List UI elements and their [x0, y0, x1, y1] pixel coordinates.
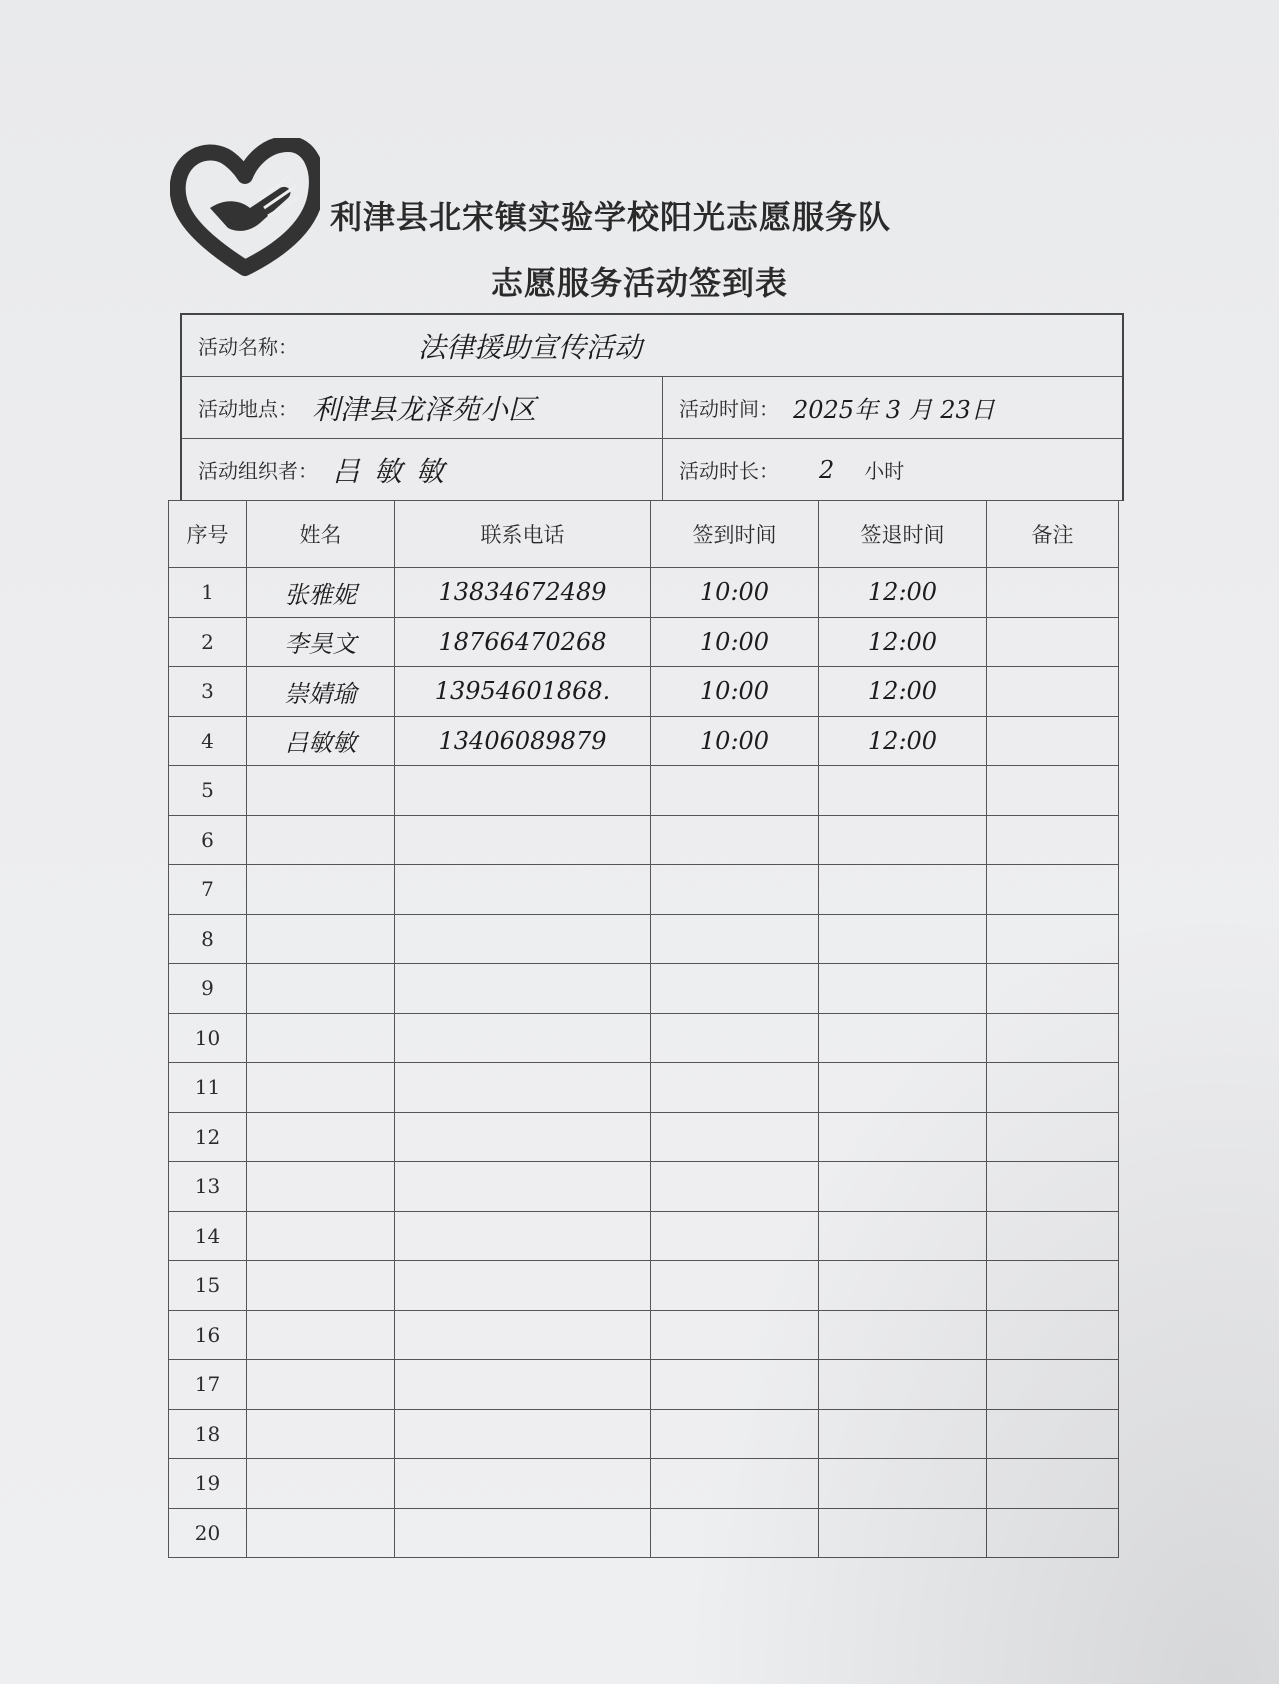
sign-out-time [819, 1261, 987, 1311]
org-title: 利津县北宋镇实验学校阳光志愿服务队 [330, 198, 892, 236]
sign-out-time [819, 914, 987, 964]
sign-in-time [651, 914, 819, 964]
sign-in-time: 10:00 [651, 716, 819, 766]
row-number: 6 [169, 815, 247, 865]
column-header: 序号 [169, 501, 247, 568]
phone-number [395, 964, 651, 1014]
phone-number: 13406089879 [395, 716, 651, 766]
table-row [169, 766, 1119, 816]
row-number: 3 [169, 667, 247, 717]
remark [987, 1508, 1119, 1558]
sign-out-time: 12:00 [819, 568, 987, 618]
phone-number: 13954601868. [395, 667, 651, 717]
volunteer-name [247, 1508, 395, 1558]
row-number: 18 [169, 1409, 247, 1459]
info-row-place [182, 377, 1122, 439]
sign-out-time [819, 1063, 987, 1113]
remark [987, 865, 1119, 915]
sign-out-time [819, 1409, 987, 1459]
activity-name-label: 活动名称： [198, 335, 298, 359]
remark [987, 667, 1119, 717]
phone-number [395, 1310, 651, 1360]
remark [987, 964, 1119, 1014]
row-number: 12 [169, 1112, 247, 1162]
row-number: 10 [169, 1013, 247, 1063]
remark [987, 1261, 1119, 1311]
activity-place-label: 活动地点： [198, 397, 298, 421]
phone-number [395, 865, 651, 915]
sign-in-table [168, 500, 1119, 1558]
sign-in-time [651, 1409, 819, 1459]
info-row-name [182, 315, 1122, 377]
phone-number [395, 766, 651, 816]
row-number: 2 [169, 617, 247, 667]
table-row [169, 865, 1119, 915]
sign-out-time [819, 1459, 987, 1509]
sign-in-time [651, 1310, 819, 1360]
phone-number [395, 1112, 651, 1162]
table-row [169, 1112, 1119, 1162]
phone-number [395, 1508, 651, 1558]
volunteer-name [247, 1063, 395, 1113]
row-number: 20 [169, 1508, 247, 1558]
sign-in-time [651, 1459, 819, 1509]
sign-out-time [819, 1162, 987, 1212]
column-header: 联系电话 [395, 501, 651, 568]
sign-in-time: 10:00 [651, 568, 819, 618]
column-header: 姓名 [247, 501, 395, 568]
row-number: 15 [169, 1261, 247, 1311]
row-number: 16 [169, 1310, 247, 1360]
remark [987, 1162, 1119, 1212]
row-number: 14 [169, 1211, 247, 1261]
table-row [169, 1162, 1119, 1212]
row-number: 13 [169, 1162, 247, 1212]
column-header: 备注 [987, 501, 1119, 568]
remark [987, 1310, 1119, 1360]
sign-out-time [819, 865, 987, 915]
volunteer-name [247, 766, 395, 816]
remark [987, 1112, 1119, 1162]
volunteer-name [247, 1261, 395, 1311]
row-number: 4 [169, 716, 247, 766]
duration-label: 活动时长： [679, 459, 779, 483]
sign-out-time [819, 1360, 987, 1410]
table-row [169, 1508, 1119, 1558]
sign-in-time [651, 1261, 819, 1311]
column-header: 签退时间 [819, 501, 987, 568]
volunteer-name [247, 1459, 395, 1509]
volunteer-name [247, 914, 395, 964]
sign-out-time: 12:00 [819, 667, 987, 717]
sign-in-time [651, 1508, 819, 1558]
table-row [169, 1360, 1119, 1410]
organizer-label: 活动组织者： [198, 459, 318, 483]
volunteer-name [247, 865, 395, 915]
table-row [169, 815, 1119, 865]
activity-name-value: 法律援助宣传活动 [418, 330, 643, 364]
sign-out-time [819, 1013, 987, 1063]
sign-in-time [651, 1211, 819, 1261]
duration-unit: 小时 [864, 459, 905, 483]
volunteer-name [247, 1211, 395, 1261]
volunteer-name [247, 1112, 395, 1162]
table-row [169, 1310, 1119, 1360]
phone-number [395, 1063, 651, 1113]
phone-number [395, 1360, 651, 1410]
table-row [169, 716, 1119, 766]
sign-in-time [651, 865, 819, 915]
row-number: 1 [169, 568, 247, 618]
sign-out-time: 12:00 [819, 716, 987, 766]
row-number: 5 [169, 766, 247, 816]
sign-in-time [651, 1162, 819, 1212]
sign-in-time [651, 964, 819, 1014]
row-number: 19 [169, 1459, 247, 1509]
row-number: 8 [169, 914, 247, 964]
remark [987, 815, 1119, 865]
table-row [169, 667, 1119, 717]
table-row [169, 617, 1119, 667]
phone-number [395, 914, 651, 964]
row-number: 7 [169, 865, 247, 915]
phone-number [395, 815, 651, 865]
info-row-organizer [182, 439, 1122, 501]
heart-hand-icon [170, 138, 320, 278]
phone-number [395, 1459, 651, 1509]
remark [987, 716, 1119, 766]
row-number: 11 [169, 1063, 247, 1113]
sign-in-time: 10:00 [651, 667, 819, 717]
sign-out-time [819, 815, 987, 865]
remark [987, 1013, 1119, 1063]
table-row [169, 1261, 1119, 1311]
phone-number: 18766470268 [395, 617, 651, 667]
remark [987, 766, 1119, 816]
remark [987, 568, 1119, 618]
sign-out-time [819, 1211, 987, 1261]
remark [987, 1459, 1119, 1509]
table-row [169, 964, 1119, 1014]
volunteer-name: 李昊文 [247, 617, 395, 667]
phone-number: 13834672489 [395, 568, 651, 618]
volunteer-name [247, 1013, 395, 1063]
remark [987, 1360, 1119, 1410]
sign-out-time [819, 1508, 987, 1558]
sign-out-time [819, 1112, 987, 1162]
sign-in-time [651, 1112, 819, 1162]
form-title: 志愿服务活动签到表 [490, 264, 788, 302]
volunteer-name [247, 1360, 395, 1410]
activity-time-value: 2025年 3 月 23日 [793, 396, 995, 424]
remark [987, 914, 1119, 964]
activity-time-label: 活动时间： [679, 397, 779, 421]
row-number: 9 [169, 964, 247, 1014]
row-number: 17 [169, 1360, 247, 1410]
volunteer-name: 张雅妮 [247, 568, 395, 618]
table-header-row [169, 501, 1119, 568]
sign-in-time: 10:00 [651, 617, 819, 667]
volunteer-name [247, 1162, 395, 1212]
volunteer-name [247, 964, 395, 1014]
table-row [169, 1459, 1119, 1509]
volunteer-name [247, 815, 395, 865]
remark [987, 1211, 1119, 1261]
phone-number [395, 1261, 651, 1311]
sign-in-time [651, 766, 819, 816]
table-row [169, 1211, 1119, 1261]
remark [987, 1409, 1119, 1459]
table-row [169, 1013, 1119, 1063]
duration-value: 2 [819, 455, 835, 484]
volunteer-name: 吕敏敏 [247, 716, 395, 766]
sign-out-time [819, 964, 987, 1014]
volunteer-name [247, 1310, 395, 1360]
sign-in-time [651, 1013, 819, 1063]
sign-out-time: 12:00 [819, 617, 987, 667]
sign-out-time [819, 766, 987, 816]
sign-in-time [651, 1063, 819, 1113]
volunteer-name: 崇婧瑜 [247, 667, 395, 717]
phone-number [395, 1013, 651, 1063]
sign-in-time [651, 1360, 819, 1410]
phone-number [395, 1409, 651, 1459]
phone-number [395, 1162, 651, 1212]
column-header: 签到时间 [651, 501, 819, 568]
activity-place-value: 利津县龙泽苑小区 [312, 392, 537, 426]
remark [987, 1063, 1119, 1113]
table-row [169, 1063, 1119, 1113]
phone-number [395, 1211, 651, 1261]
sign-in-time [651, 815, 819, 865]
table-row [169, 914, 1119, 964]
remark [987, 617, 1119, 667]
table-row [169, 1409, 1119, 1459]
activity-info [180, 313, 1124, 501]
volunteer-name [247, 1409, 395, 1459]
organizer-value: 吕敏敏 [332, 454, 459, 488]
table-row [169, 568, 1119, 618]
sign-out-time [819, 1310, 987, 1360]
